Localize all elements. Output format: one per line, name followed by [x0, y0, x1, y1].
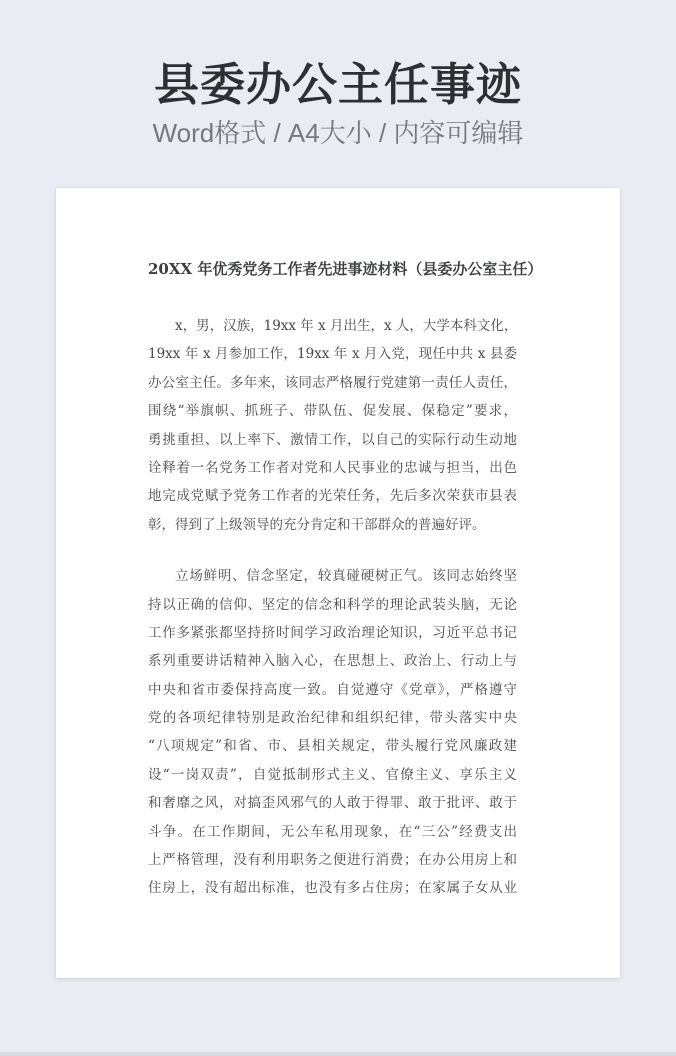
- text-line: 斗争。在工作期间，无公车私用现象，在“三公”经费支出: [148, 823, 517, 840]
- template-title: 县委办公主任事迹: [153, 59, 522, 110]
- text-line: 住房上，没有超出标准，也没有多占住房；在家属子女从业: [148, 880, 517, 897]
- template-subtitle: Word格式 / A4大小 / 内容可编辑: [152, 118, 524, 148]
- text-line: “八项规定”和省、市、县相关规定，带头履行党风廉政建: [148, 738, 517, 755]
- document-body: [148, 312, 517, 903]
- text-line: 持以正确的信仰、坚定的信念和科学的理论武装头脑，无论: [148, 596, 517, 613]
- text-line: 诠释着一名党务工作者对党和人民事业的忠诚与担当，出色: [148, 459, 517, 476]
- bottom-edge-strip: [0, 1052, 676, 1056]
- text-line: 设“一岗双责”，自觉抵制形式主义、官僚主义、享乐主义: [148, 766, 517, 783]
- text-line: 中央和省市委保持高度一致。自觉遵守《党章》，严格遵守: [148, 681, 517, 698]
- text-line: 围绕“举旗帜、抓班子、带队伍、促发展、保稳定”要求，: [148, 403, 517, 420]
- text-line: 和奢靡之风，对搞歪风邪气的人敢于得罪、敢于批评、敢于: [148, 795, 517, 812]
- document-title: 20XX 年优秀党务工作者先进事迹材料（县委办公室主任）: [148, 260, 543, 278]
- template-header: [0, 0, 676, 148]
- text-line: 彰，得到了上级领导的充分肯定和干部群众的普遍好评。: [148, 516, 486, 533]
- text-line: 上严格管理，没有利用职务之便进行消费；在办公用房上和: [148, 852, 517, 869]
- text-line: 党的各项纪律特别是政治纪律和组织纪律，带头落实中央: [148, 710, 517, 727]
- text-line: 地完成党赋予党务工作者的光荣任务，先后多次荣获市县表: [148, 488, 517, 505]
- text-line: 办公室主任。多年来，该同志严格履行党建第一责任人责任，: [148, 374, 517, 391]
- document-page: [56, 188, 620, 978]
- paragraph-2: [148, 562, 517, 903]
- text-line: 工作多紧张都坚持挤时间学习政治理论知识，习近平总书记: [148, 624, 517, 641]
- text-line: 立场鲜明、信念坚定，较真碰硬树正气。该同志始终坚: [175, 568, 517, 585]
- text-line: x，男，汉族，19xx 年 x 月出生，x 人，大学本科文化，: [175, 318, 517, 334]
- paragraph-1: [148, 312, 517, 539]
- text-line: 系列重要讲话精神入脑入心，在思想上、政治上、行动上与: [148, 653, 517, 670]
- text-line: 勇挑重担、以上率下、激情工作，以自己的实际行动生动地: [148, 431, 517, 448]
- text-line: 19xx 年 x 月参加工作，19xx 年 x 月入党，现任中共 x 县委: [148, 346, 517, 363]
